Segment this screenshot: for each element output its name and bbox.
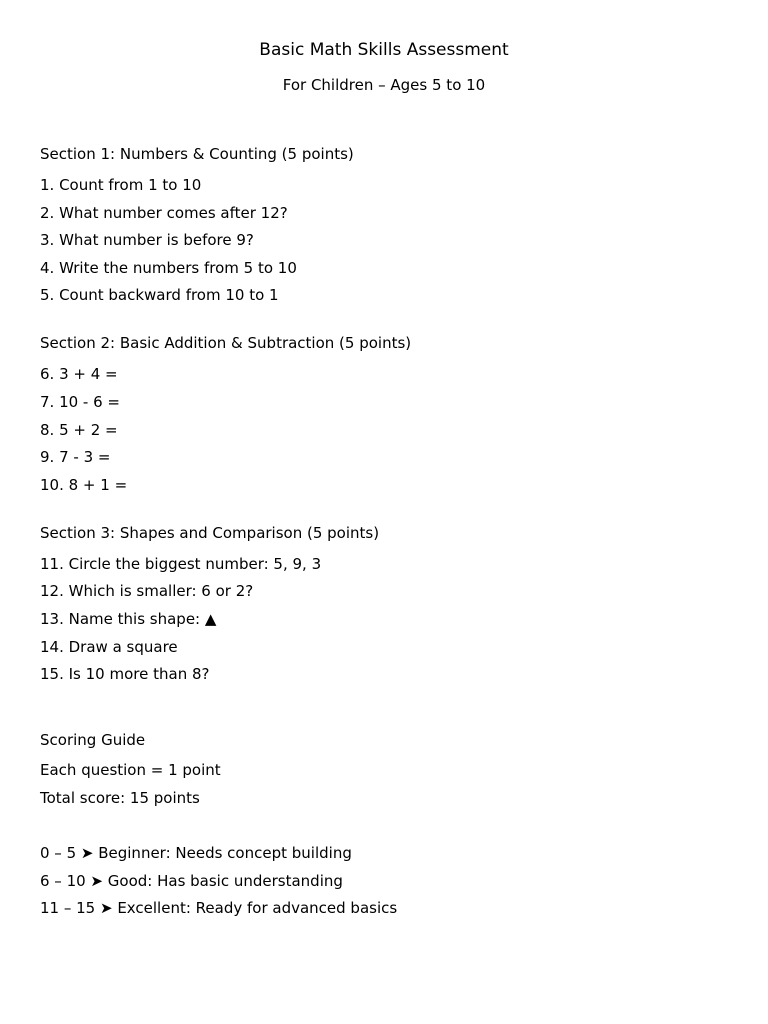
section-2-heading: Section 2: Basic Addition & Subtraction (5 points) (40, 334, 412, 352)
question-item: 9. 7 - 3 = (40, 448, 111, 466)
score-level-excellent: 11 – 15 ➤ Excellent: Ready for advanced basics (40, 899, 398, 917)
question-item: 6. 3 + 4 = (40, 365, 118, 383)
question-item: 3. What number is before 9? (40, 231, 254, 249)
question-item: 14. Draw a square (40, 638, 178, 656)
question-item: 8. 5 + 2 = (40, 421, 118, 439)
question-item: 7. 10 - 6 = (40, 393, 120, 411)
question-item: 11. Circle the biggest number: 5, 9, 3 (40, 555, 322, 573)
scoring-per-question: Each question = 1 point (40, 761, 221, 779)
document-subtitle: For Children – Ages 5 to 10 (282, 76, 486, 94)
section-1-heading: Section 1: Numbers & Counting (5 points) (40, 145, 354, 163)
score-level-good: 6 – 10 ➤ Good: Has basic understanding (40, 872, 343, 890)
question-item: 13. Name this shape: ▲ (40, 610, 217, 628)
question-item: 1. Count from 1 to 10 (40, 176, 202, 194)
question-item: 4. Write the numbers from 5 to 10 (40, 259, 297, 277)
section-3-heading: Section 3: Shapes and Comparison (5 points) (40, 524, 380, 542)
document-title: Basic Math Skills Assessment (259, 40, 509, 60)
scoring-total: Total score: 15 points (40, 789, 200, 807)
question-item: 5. Count backward from 10 to 1 (40, 286, 279, 304)
question-item: 15. Is 10 more than 8? (40, 665, 210, 683)
scoring-guide-heading: Scoring Guide (40, 731, 146, 749)
question-item: 12. Which is smaller: 6 or 2? (40, 582, 254, 600)
score-level-beginner: 0 – 5 ➤ Beginner: Needs concept building (40, 844, 352, 862)
question-item: 10. 8 + 1 = (40, 476, 128, 494)
question-item: 2. What number comes after 12? (40, 204, 288, 222)
